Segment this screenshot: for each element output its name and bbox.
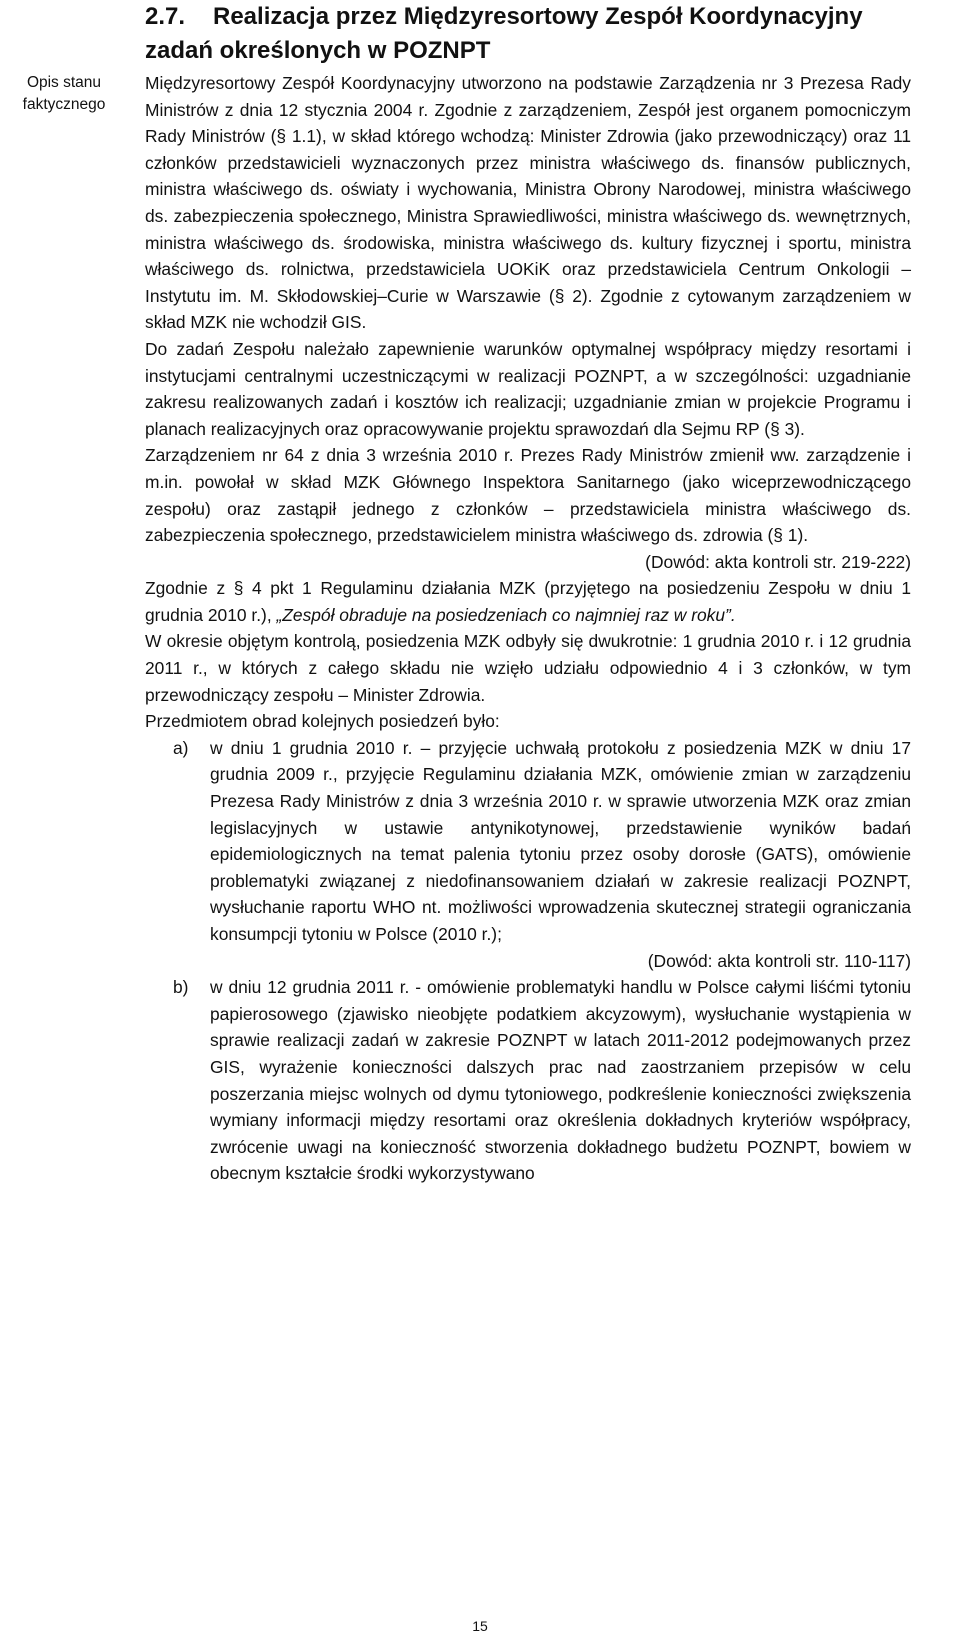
body-text [145, 70, 911, 1187]
quote-text: „Zespół obraduje na posiedzeniach co najmniej raz w roku”. [276, 604, 736, 625]
meeting-list [145, 735, 911, 1187]
list-marker: b) [173, 977, 189, 998]
evidence-note: (Dowód: akta kontroli str. 219-222) [645, 551, 911, 572]
paragraph: Do zadań Zespołu należało zapewnienie warunków optymalnej współpracy między resortami i instytucjami centralnymi uczestniczącymi w realizacji POZNPT, a w szczególności: uzgadnianie zakresu realizowanych zadań i kosztów ich realizacji; uzgadnianie zmian w projekcie Programu i planach realizacyjnych oraz opracowywanie projektu sprawozdań dla Sejmu RP (§ 3). [145, 338, 911, 439]
list-item [145, 735, 911, 948]
evidence-note: (Dowód: akta kontroli str. 110-117) [647, 950, 911, 971]
section-title: Realizacja przez Międzyresortowy Zespół Koordynacyjny zadań określonych w POZNPT [145, 3, 863, 64]
list-marker: a) [173, 737, 189, 758]
paragraph-text: Zgodnie z § 4 pkt 1 Regulaminu działania MZK (przyjętego na posiedzeniu Zespołu w dniu 1 grudnia 2010 r.), [145, 578, 911, 625]
section-heading [145, 0, 935, 68]
list-item-text: w dniu 12 grudnia 2011 r. - omówienie problematyki handlu w Polsce całymi liśćmi tytoniu papierosowego (zjawisko nieobjęte podatkiem akcyzowym), wysłuchanie wystąpienia w sprawie realizacji zadań w zakresie POZNPT w latach 2011-2012 podejmowanych przez GIS, wyrażenie konieczności dalszych prac nad zaostrzaniem przepisów w celu poszerzania miejsc wolnych od dymu tytoniowego, podkreślenie konieczności zwiększenia wymiany informacji między resortami oraz określenia dokładnych kryteriów współpracy, zwrócenie uwagi na konieczność stworzenia dokładnego budżetu POZNPT, bowiem w obecnym kształcie środki wykorzystywano [210, 977, 911, 1184]
paragraph: Zarządzeniem nr 64 z dnia 3 września 2010 r. Prezes Rady Ministrów zmienił ww. zarządzenie i m.in. powołał w skład MZK Głównego Inspektora Sanitarnego (jako wiceprzewodniczącego zespołu) oraz zastąpił jednego z członków – przedstawiciela ministra właściwego ds. zabezpieczenia społecznego, przedstawicielem ministra właściwego ds. zdrowia (§ 1). [145, 445, 911, 546]
section-number: 2.7. [145, 3, 186, 30]
paragraph: Przedmiotem obrad kolejnych posiedzeń było: [145, 711, 500, 732]
paragraph: Międzyresortowy Zespół Koordynacyjny utworzono na podstawie Zarządzenia nr 3 Prezesa Rady Ministrów z dnia 12 stycznia 2004 r. Zgodnie z zarządzeniem, Zespół jest organem pomocniczym Rady Ministrów (§ 1.1), w skład którego wchodzą: Minister Zdrowia (jako przewodniczący) oraz 11 członków przedstawicieli wyznaczonych przez ministra właściwego ds. finansów publicznych, ministra właściwego ds. oświaty i wychowania, Ministra Obrony Narodowej, ministra właściwego ds. zabezpieczenia społecznego, Ministra Sprawiedliwości, ministra właściwego ds. wewnętrznych, ministra właściwego ds. środowiska, ministra właściwego ds. kultury fizycznej i sportu, ministra właściwego ds. rolnictwa, przedstawiciela UOKiK oraz przedstawiciela Centrum Onkologii – Instytutu im. M. Skłodowskiej–Curie w Warszawie (§ 2). Zgodnie z cytowanym zarządzeniem w skład MZK nie wchodził GIS. [145, 73, 911, 333]
list-item [145, 974, 911, 1187]
sidebar-label: Opis stanu faktycznego [22, 74, 106, 113]
page-number: 15 [472, 1618, 488, 1634]
paragraph: W okresie objętym kontrolą, posiedzenia MZK odbyły się dwukrotnie: 1 grudnia 2010 r. i 12 grudnia 2011 r., w których z całego składu nie wzięło udziału odpowiednio 4 i 3 członków, w tym przewodniczący zespołu – Minister Zdrowia. [145, 631, 911, 705]
paragraph [145, 575, 911, 628]
list-item-text: w dniu 1 grudnia 2010 r. – przyjęcie uchwałą protokołu z posiedzenia MZK w dniu 17 grudnia 2009 r., przyjęcie Regulaminu działania MZK, omówienie zmian w zarządzeniu Prezesa Rady Ministrów z dnia 3 września 2010 r. w sprawie utworzenia MZK oraz zmian legislacyjnych w ustawie antynikotynowej, przedstawienie wyników badań epidemiologicznych na temat palenia tytoniu przez osoby dorosłe (GATS), omówienie problematyki związanej z niedofinansowaniem działań w zakresie realizacji POZNPT, wysłuchanie raportu WHO nt. możliwości wprowadzenia skutecznej strategii ograniczania konsumpcji tytoniu w Polsce (2010 r.); [210, 737, 911, 944]
